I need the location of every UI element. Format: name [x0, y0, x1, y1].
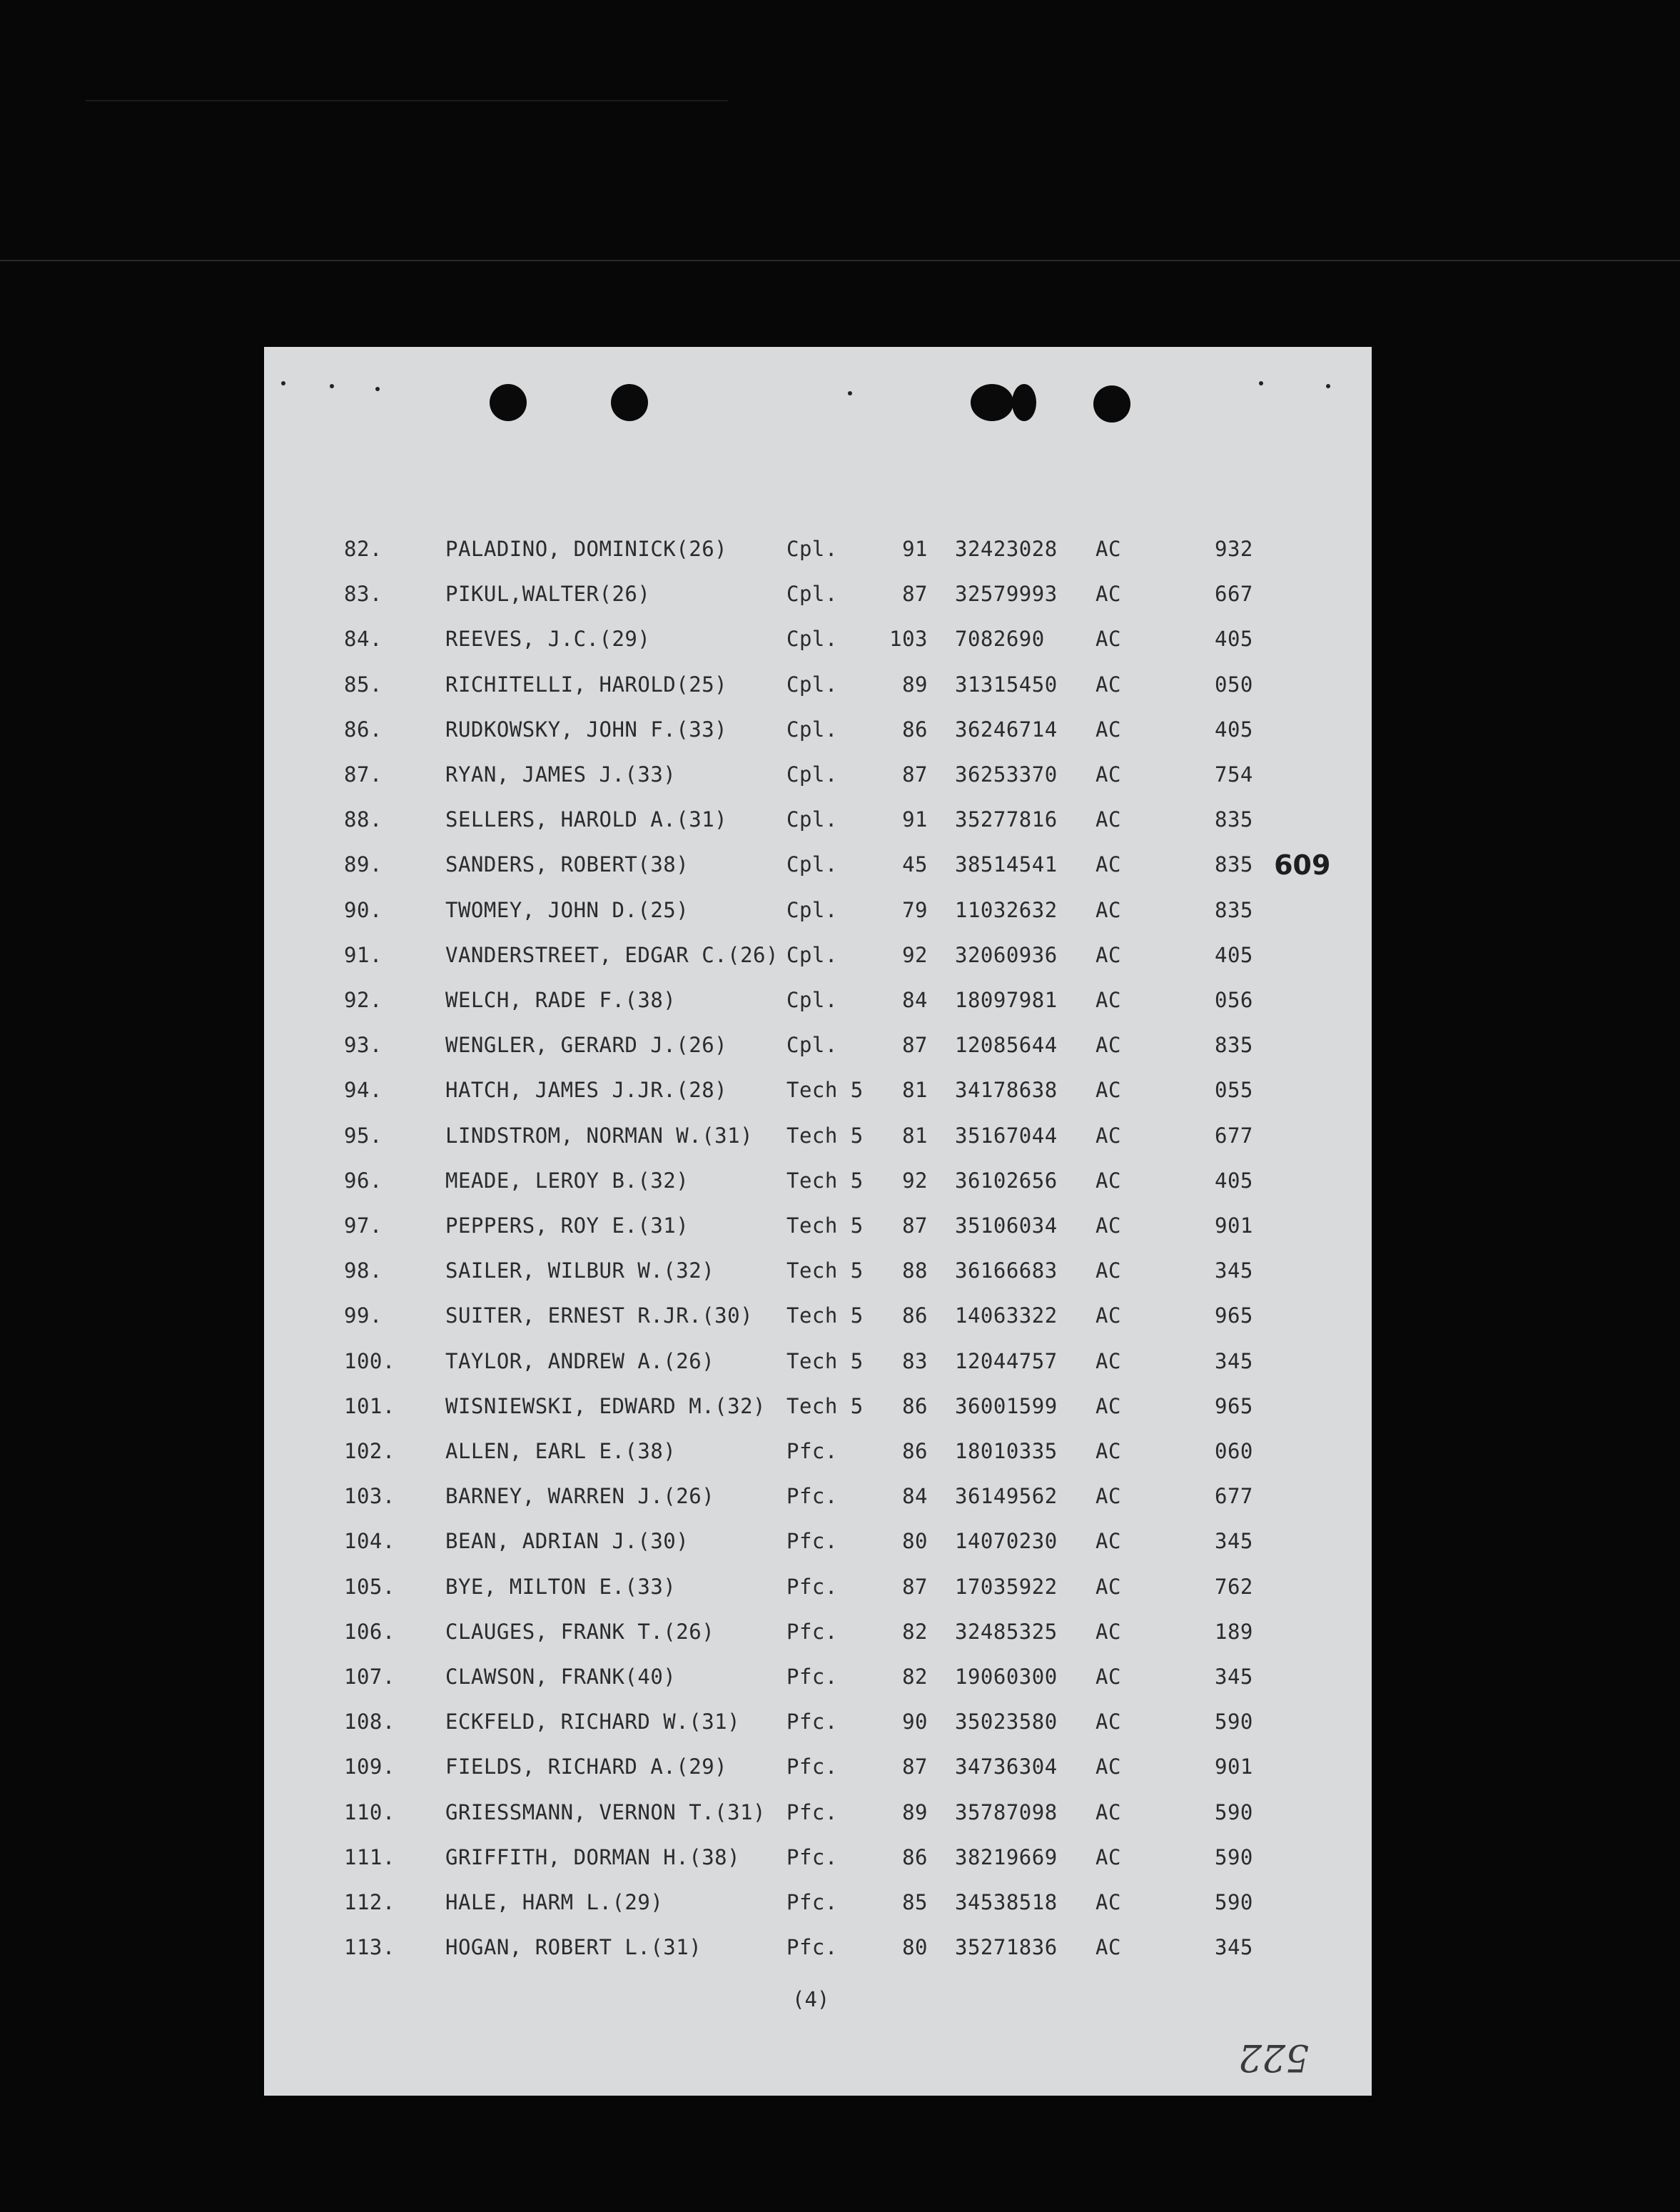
cell-code: 835: [1215, 852, 1253, 877]
cell-score: 91: [902, 807, 928, 832]
cell-name: WISNIEWSKI, EDWARD M.(32): [445, 1393, 766, 1418]
cell-rank: Pfc.: [786, 1754, 838, 1779]
cell-name: RICHITELLI, HAROLD(25): [445, 672, 728, 697]
cell-code: 667: [1215, 582, 1253, 607]
table-row: [0, 1168, 1680, 1203]
cell-rank: Cpl.: [786, 897, 838, 922]
cell-arm: AC: [1095, 1665, 1121, 1689]
table-row: [0, 1033, 1680, 1067]
cell-num: 97.: [344, 1213, 383, 1238]
cell-rank: Pfc.: [786, 1529, 838, 1554]
cell-serial: 11032632: [955, 897, 1058, 922]
cell-name: PIKUL,WALTER(26): [445, 582, 651, 607]
table-row: [0, 627, 1680, 661]
cell-arm: AC: [1095, 1033, 1121, 1058]
cell-arm: AC: [1095, 1890, 1121, 1914]
cell-rank: Cpl.: [786, 852, 838, 877]
cell-name: SAILER, WILBUR W.(32): [445, 1258, 715, 1283]
cell-serial: 34538518: [955, 1890, 1058, 1914]
cell-rank: Pfc.: [786, 1619, 838, 1644]
cell-name: VANDERSTREET, EDGAR C.(26): [445, 942, 779, 967]
table-row: [0, 717, 1680, 752]
speck: [375, 387, 380, 391]
cell-serial: 31315450: [955, 672, 1058, 697]
table-row: [0, 1529, 1680, 1563]
cell-serial: 14070230: [955, 1529, 1058, 1554]
cell-rank: Cpl.: [786, 537, 838, 561]
table-row: [0, 1845, 1680, 1879]
cell-code: 405: [1215, 942, 1253, 967]
cell-arm: AC: [1095, 1529, 1121, 1554]
cell-num: 85.: [344, 672, 383, 697]
cell-num: 95.: [344, 1123, 383, 1148]
cell-num: 96.: [344, 1168, 383, 1193]
cell-arm: AC: [1095, 1844, 1121, 1869]
cell-code: 677: [1215, 1484, 1253, 1509]
cell-score: 92: [902, 1168, 928, 1193]
cell-score: 84: [902, 988, 928, 1012]
cell-arm: AC: [1095, 1754, 1121, 1779]
cell-rank: Tech 5: [786, 1078, 864, 1103]
cell-arm: AC: [1095, 1619, 1121, 1644]
cell-rank: Cpl.: [786, 942, 838, 967]
cell-score: 89: [902, 672, 928, 697]
cell-name: ECKFELD, RICHARD W.(31): [445, 1709, 741, 1734]
cell-serial: 19060300: [955, 1665, 1058, 1689]
cell-serial: 18097981: [955, 988, 1058, 1012]
cell-rank: Pfc.: [786, 1484, 838, 1509]
speck: [281, 381, 285, 385]
cell-name: SANDERS, ROBERT(38): [445, 852, 689, 877]
cell-arm: AC: [1095, 537, 1121, 561]
cell-serial: 12085644: [955, 1033, 1058, 1058]
cell-serial: 36102656: [955, 1168, 1058, 1193]
cell-name: GRIFFITH, DORMAN H.(38): [445, 1844, 741, 1869]
cell-score: 88: [902, 1258, 928, 1283]
cell-score: 87: [902, 1574, 928, 1599]
cell-serial: 35106034: [955, 1213, 1058, 1238]
table-row: [0, 1394, 1680, 1428]
table-row: [0, 1303, 1680, 1338]
table-row: [0, 1439, 1680, 1473]
table-row: [0, 1890, 1680, 1924]
table-row: [0, 1800, 1680, 1834]
cell-rank: Pfc.: [786, 1890, 838, 1914]
speck: [1326, 384, 1330, 388]
table-row: [0, 1665, 1680, 1699]
cell-num: 94.: [344, 1078, 383, 1103]
cell-name: CLAUGES, FRANK T.(26): [445, 1619, 715, 1644]
cell-arm: AC: [1095, 988, 1121, 1012]
cell-rank: Pfc.: [786, 1799, 838, 1824]
cell-arm: AC: [1095, 1078, 1121, 1103]
cell-code: 055: [1215, 1078, 1253, 1103]
cell-num: 112.: [344, 1890, 395, 1914]
cell-serial: 34736304: [955, 1754, 1058, 1779]
cell-arm: AC: [1095, 582, 1121, 607]
cell-code: 677: [1215, 1123, 1253, 1148]
table-row: [0, 1620, 1680, 1654]
cell-name: SELLERS, HAROLD A.(31): [445, 807, 728, 832]
cell-score: 86: [902, 1393, 928, 1418]
table-row: [0, 582, 1680, 616]
cell-rank: Cpl.: [786, 627, 838, 652]
cell-score: 87: [902, 1033, 928, 1058]
cell-arm: AC: [1095, 1168, 1121, 1193]
cell-code: 050: [1215, 672, 1253, 697]
cell-name: LINDSTROM, NORMAN W.(31): [445, 1123, 754, 1148]
table-row: [0, 1213, 1680, 1248]
cell-score: 80: [902, 1529, 928, 1554]
cell-rank: Pfc.: [786, 1574, 838, 1599]
cell-score: 81: [902, 1123, 928, 1148]
cell-arm: AC: [1095, 897, 1121, 922]
cell-serial: 14063322: [955, 1303, 1058, 1328]
cell-num: 98.: [344, 1258, 383, 1283]
cell-num: 89.: [344, 852, 383, 877]
cell-serial: 12044757: [955, 1348, 1058, 1373]
table-row: [0, 1078, 1680, 1112]
cell-num: 92.: [344, 988, 383, 1012]
table-row: [0, 1123, 1680, 1158]
cell-score: 92: [902, 942, 928, 967]
table-row: [0, 852, 1680, 887]
cell-rank: Tech 5: [786, 1348, 864, 1373]
cell-code: 189: [1215, 1619, 1253, 1644]
cell-arm: AC: [1095, 1123, 1121, 1148]
cell-serial: 17035922: [955, 1574, 1058, 1599]
cell-num: 105.: [344, 1574, 395, 1599]
cell-serial: 35271836: [955, 1935, 1058, 1960]
cell-arm: AC: [1095, 1574, 1121, 1599]
cell-code: 345: [1215, 1529, 1253, 1554]
cell-serial: 34178638: [955, 1078, 1058, 1103]
cell-rank: Pfc.: [786, 1665, 838, 1689]
cell-name: WENGLER, GERARD J.(26): [445, 1033, 728, 1058]
cell-score: 90: [902, 1709, 928, 1734]
frame-stamp-number: 609: [1274, 848, 1331, 879]
cell-serial: 32060936: [955, 942, 1058, 967]
cell-name: PEPPERS, ROY E.(31): [445, 1213, 689, 1238]
table-row: [0, 1935, 1680, 1969]
cell-rank: Tech 5: [786, 1393, 864, 1418]
cell-arm: AC: [1095, 1303, 1121, 1328]
cell-name: REEVES, J.C.(29): [445, 627, 651, 652]
cell-num: 100.: [344, 1348, 395, 1373]
speck: [330, 384, 334, 388]
cell-arm: AC: [1095, 717, 1121, 742]
cell-serial: 7082690: [955, 627, 1045, 652]
cell-code: 060: [1215, 1439, 1253, 1463]
cell-score: 86: [902, 1439, 928, 1463]
cell-name: BARNEY, WARREN J.(26): [445, 1484, 715, 1509]
cell-score: 84: [902, 1484, 928, 1509]
cell-score: 87: [902, 582, 928, 607]
punch-hole: [971, 384, 1013, 421]
cell-num: 113.: [344, 1935, 395, 1960]
cell-rank: Cpl.: [786, 762, 838, 787]
cell-score: 87: [902, 1754, 928, 1779]
cell-code: 835: [1215, 1033, 1253, 1058]
cell-code: 345: [1215, 1348, 1253, 1373]
cell-score: 87: [902, 762, 928, 787]
cell-code: 835: [1215, 897, 1253, 922]
cell-code: 590: [1215, 1709, 1253, 1734]
cell-code: 835: [1215, 807, 1253, 832]
table-row: [0, 1754, 1680, 1789]
cell-num: 103.: [344, 1484, 395, 1509]
cell-rank: Tech 5: [786, 1168, 864, 1193]
table-row: [0, 807, 1680, 842]
cell-name: ALLEN, EARL E.(38): [445, 1439, 677, 1463]
cell-rank: Tech 5: [786, 1258, 864, 1283]
cell-rank: Tech 5: [786, 1303, 864, 1328]
cell-rank: Tech 5: [786, 1123, 864, 1148]
cell-score: 86: [902, 1303, 928, 1328]
cell-arm: AC: [1095, 1439, 1121, 1463]
cell-code: 932: [1215, 537, 1253, 561]
cell-name: HATCH, JAMES J.JR.(28): [445, 1078, 728, 1103]
cell-score: 85: [902, 1890, 928, 1914]
cell-code: 901: [1215, 1213, 1253, 1238]
cell-serial: 35277816: [955, 807, 1058, 832]
cell-arm: AC: [1095, 1348, 1121, 1373]
cell-num: 84.: [344, 627, 383, 652]
cell-code: 405: [1215, 1168, 1253, 1193]
cell-arm: AC: [1095, 1935, 1121, 1960]
cell-arm: AC: [1095, 807, 1121, 832]
cell-name: HOGAN, ROBERT L.(31): [445, 1935, 702, 1960]
cell-serial: 36149562: [955, 1484, 1058, 1509]
cell-serial: 36001599: [955, 1393, 1058, 1418]
cell-score: 89: [902, 1799, 928, 1824]
cell-serial: 35023580: [955, 1709, 1058, 1734]
cell-code: 590: [1215, 1799, 1253, 1824]
cell-score: 82: [902, 1665, 928, 1689]
cell-code: 345: [1215, 1258, 1253, 1283]
cell-num: 109.: [344, 1754, 395, 1779]
cell-rank: Cpl.: [786, 582, 838, 607]
cell-arm: AC: [1095, 942, 1121, 967]
cell-num: 101.: [344, 1393, 395, 1418]
cell-name: GRIESSMANN, VERNON T.(31): [445, 1799, 766, 1824]
cell-serial: 35167044: [955, 1123, 1058, 1148]
cell-arm: AC: [1095, 1258, 1121, 1283]
cell-arm: AC: [1095, 1213, 1121, 1238]
cell-code: 590: [1215, 1844, 1253, 1869]
cell-num: 83.: [344, 582, 383, 607]
cell-num: 87.: [344, 762, 383, 787]
cell-num: 93.: [344, 1033, 383, 1058]
cell-code: 056: [1215, 988, 1253, 1012]
cell-serial: 36166683: [955, 1258, 1058, 1283]
cell-code: 405: [1215, 627, 1253, 652]
table-row: [0, 943, 1680, 977]
cell-num: 111.: [344, 1844, 395, 1869]
cell-rank: Pfc.: [786, 1844, 838, 1869]
table-row: [0, 537, 1680, 571]
page-number: (4): [792, 1987, 830, 2011]
cell-rank: Pfc.: [786, 1935, 838, 1960]
cell-num: 110.: [344, 1799, 395, 1824]
table-row: [0, 1484, 1680, 1518]
cell-code: 965: [1215, 1303, 1253, 1328]
cell-score: 81: [902, 1078, 928, 1103]
speck: [848, 391, 852, 395]
cell-name: WELCH, RADE F.(38): [445, 988, 677, 1012]
cell-num: 104.: [344, 1529, 395, 1554]
table-row: [0, 1575, 1680, 1609]
cell-rank: Cpl.: [786, 807, 838, 832]
cell-rank: Cpl.: [786, 672, 838, 697]
cell-arm: AC: [1095, 1709, 1121, 1734]
cell-name: HALE, HARM L.(29): [445, 1890, 664, 1914]
cell-serial: 36246714: [955, 717, 1058, 742]
cell-num: 91.: [344, 942, 383, 967]
cell-score: 87: [902, 1213, 928, 1238]
cell-num: 106.: [344, 1619, 395, 1644]
table-row: [0, 1258, 1680, 1293]
cell-arm: AC: [1095, 1799, 1121, 1824]
film-scratch: [86, 100, 728, 101]
cell-name: TWOMEY, JOHN D.(25): [445, 897, 689, 922]
punch-hole: [611, 384, 648, 421]
table-row: [0, 988, 1680, 1022]
film-scratch: [0, 260, 1680, 261]
cell-arm: AC: [1095, 1393, 1121, 1418]
cell-serial: 36253370: [955, 762, 1058, 787]
cell-num: 88.: [344, 807, 383, 832]
cell-name: CLAWSON, FRANK(40): [445, 1665, 677, 1689]
punch-hole: [490, 384, 527, 421]
cell-name: PALADINO, DOMINICK(26): [445, 537, 728, 561]
cell-score: 82: [902, 1619, 928, 1644]
cell-arm: AC: [1095, 852, 1121, 877]
handwritten-number: 522: [1238, 2036, 1310, 2079]
cell-score: 80: [902, 1935, 928, 1960]
cell-num: 86.: [344, 717, 383, 742]
cell-score: 86: [902, 1844, 928, 1869]
cell-num: 108.: [344, 1709, 395, 1734]
cell-num: 99.: [344, 1303, 383, 1328]
cell-serial: 38219669: [955, 1844, 1058, 1869]
cell-rank: Cpl.: [786, 1033, 838, 1058]
cell-score: 79: [902, 897, 928, 922]
speck: [1259, 381, 1263, 385]
cell-serial: 18010335: [955, 1439, 1058, 1463]
cell-serial: 32485325: [955, 1619, 1058, 1644]
cell-code: 762: [1215, 1574, 1253, 1599]
cell-code: 754: [1215, 762, 1253, 787]
cell-num: 90.: [344, 897, 383, 922]
table-row: [0, 1709, 1680, 1744]
cell-score: 83: [902, 1348, 928, 1373]
cell-serial: 32579993: [955, 582, 1058, 607]
cell-rank: Pfc.: [786, 1709, 838, 1734]
cell-serial: 32423028: [955, 537, 1058, 561]
cell-arm: AC: [1095, 627, 1121, 652]
cell-code: 901: [1215, 1754, 1253, 1779]
cell-num: 82.: [344, 537, 383, 561]
punch-hole: [1012, 384, 1036, 421]
cell-name: BEAN, ADRIAN J.(30): [445, 1529, 689, 1554]
table-row: [0, 672, 1680, 707]
cell-rank: Pfc.: [786, 1439, 838, 1463]
cell-code: 965: [1215, 1393, 1253, 1418]
cell-score: 86: [902, 717, 928, 742]
cell-rank: Cpl.: [786, 988, 838, 1012]
punch-hole: [1093, 385, 1130, 423]
cell-name: MEADE, LEROY B.(32): [445, 1168, 689, 1193]
cell-name: FIELDS, RICHARD A.(29): [445, 1754, 728, 1779]
cell-score: 103: [889, 627, 928, 652]
cell-name: SUITER, ERNEST R.JR.(30): [445, 1303, 754, 1328]
cell-num: 102.: [344, 1439, 395, 1463]
cell-rank: Tech 5: [786, 1213, 864, 1238]
cell-arm: AC: [1095, 1484, 1121, 1509]
cell-name: RYAN, JAMES J.(33): [445, 762, 677, 787]
cell-score: 45: [902, 852, 928, 877]
cell-name: TAYLOR, ANDREW A.(26): [445, 1348, 715, 1373]
cell-code: 345: [1215, 1665, 1253, 1689]
cell-code: 590: [1215, 1890, 1253, 1914]
cell-code: 345: [1215, 1935, 1253, 1960]
cell-score: 91: [902, 537, 928, 561]
cell-code: 405: [1215, 717, 1253, 742]
cell-arm: AC: [1095, 672, 1121, 697]
table-row: [0, 1349, 1680, 1383]
cell-name: RUDKOWSKY, JOHN F.(33): [445, 717, 728, 742]
cell-arm: AC: [1095, 762, 1121, 787]
cell-rank: Cpl.: [786, 717, 838, 742]
cell-serial: 38514541: [955, 852, 1058, 877]
cell-serial: 35787098: [955, 1799, 1058, 1824]
table-row: [0, 898, 1680, 932]
cell-name: BYE, MILTON E.(33): [445, 1574, 677, 1599]
table-row: [0, 762, 1680, 797]
cell-num: 107.: [344, 1665, 395, 1689]
